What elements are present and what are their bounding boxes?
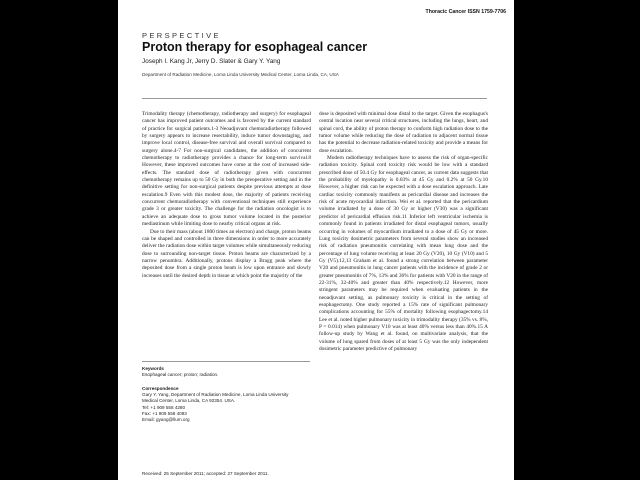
journal-header: Thoracic Cancer ISSN 1759-7706 (425, 9, 506, 15)
paragraph: dose is deposited with minimal dose distal to the target. Given the esophagus's central location near several critical structures, including the lungs, heart, and spinal cord, the ability of proton therapy to conform high radiation dose to the tumor volume while reducing the dose of radiation to adjacent normal tissue has the potential to decrease radiation-related toxicity and provide a means for dose escalation. (319, 111, 488, 154)
keywords-text: Esophageal cancer; proton; radiation. (142, 372, 219, 378)
journal-page (118, 0, 514, 480)
section-label: PERSPECTIVE (142, 31, 221, 40)
correspondence-line: Gary Y. Yang, Department of Radiation Medicine, Loma Linda University (142, 392, 289, 398)
footnote-divider (142, 361, 310, 362)
author-list: Joseph I. Kang Jr, Jerry D. Slater & Gary Y. Yang (142, 58, 281, 65)
correspondence-line: Fax: +1 909 558 4083 (142, 410, 187, 416)
correspondence-line: Tel: +1 909 558 4280 (142, 404, 186, 410)
received-dates: Received: 25 September 2011; accepted: 27 September 2011. (142, 471, 269, 476)
email-link[interactable]: Email: gyang@llum.org (142, 417, 190, 423)
correspondence-block (142, 386, 310, 423)
correspondence-heading: Correspondence (142, 386, 179, 391)
paragraph: Modern radiotherapy techniques have to assess the risk of organ-specific radiation toxicity. Spinal cord toxicity risk would be low with a standard prescribed dose of 50.4 Gy for esophageal cancer, as current data suggests that the probability of myelopathy is 0.03% at 45 Gy and 0.2% at 50 Gy.10 However, a higher risk can be expected with a dose escalation approach. Late cardiac toxicity commonly manifests as pericardial disease and increases the risk of acute myocardial infarction. Wei et al. reported that the pericardium volume irradiated by a dose of 30 Gy or higher (V30) was a significant predictor of pericardial effusion risk.11 Inferior left ventricular ischemia is commonly found in patients irradiated for distal esophageal tumors, usually occurring in volumes of myocardium irradiated to a dose of 45 Gy or more. Lung toxicity dosimetric parameters from several studies show an increased risk of radiation pneumonitis correlating with mean lung dose and the percentage of lung volume receiving at least 20 Gy (V20), 10 Gy (V10) and 5 Gy (V5).12,13 Graham et al. found a strong correlation between parameter V20 and pneumonitis in lung cancer patients with the incidence of grade 2 or greater pneumonitis of 7%, 13% and 36% for patients with V20 in the range of 22-31%, 32-40% and greater than 40% respectively.12 However, more stringent parameters may be required when evaluating patients in the neoadjuvant setting, as pulmonary toxicity is critical in the setting of esophagectomy. One study reported a 15% rate of significant pulmonary complications accounting for 55% of mortality following esophagectomy.14 Lee et al. noted higher pulmonary toxicity in trimodality therapy (35% vs. 8%, P = 0.014) when pulmonary V10 was at least 40% versus less than 40%.15 A follow-up study by Wang et al. found, on multivariate analysis, that the volume of lung spared from doses of at least 5 Gy was the only independent dosimetric parameter predictive of pulmonary (319, 155, 488, 352)
correspondence-line: Medical Center, Loma Linda, CA 92354. USA. (142, 398, 236, 404)
paragraph: Trimodality therapy (chemotherapy, radiotherapy and surgery) for esophageal cancer has improved patient outcomes and is favored by the current standard of practice for surgical patients.1-3 Neoadjuvant chemoradiotherapy followed by surgery appears to increase resectability, induce tumor downstaging, and improve local control, disease-free survival and overall survival compared to surgery alone.4-7 For non-surgical candidates, the addition of concurrent chemotherapy to radiotherapy provides a chance for long-term survival.8 However, these improved outcomes have come at the cost of increased side-effects. The standard dose of radiotherapy given with concurrent chemotherapy remains up to 50 Gy in both the preoperative setting and in the definitive setting for non-surgical patients despite previous attempts at dose escalation.9 Even with this modest dose, the majority of patients receiving concurrent chemoradiotherapy with conventional techniques still experience grade 3 or greater toxicity. The challenge for the radiation oncologist is to achieve an adequate dose to gross tumor volume located in the posterior mediastinum while limiting dose to nearby critical organs at risk. (142, 111, 311, 228)
body-column-right (319, 111, 488, 353)
keywords-heading: Keywords (142, 366, 164, 371)
keywords-block (142, 366, 310, 378)
body-column-left (142, 111, 311, 280)
article-title: Proton therapy for esophageal cancer (142, 40, 368, 54)
affiliation: Department of Radiation Medicine, Loma Linda University Medical Center, Loma Linda, CA, USA (142, 72, 339, 77)
paragraph: Due to their mass (about 1800 times an electron) and charge, proton beams can be shaped and controlled in three dimensions in order to more accurately deliver the radiation dose within target volumes while simultaneously reducing dose to surrounding non-target tissue. Proton beams are characterized by a narrow penumbra. Additionally, protons display a Bragg peak where the deposited dose from a single proton beam is low upon entrance and slowly increases until the desired depth in tissue at which point the majority of the (142, 228, 311, 279)
header-divider (142, 98, 487, 99)
